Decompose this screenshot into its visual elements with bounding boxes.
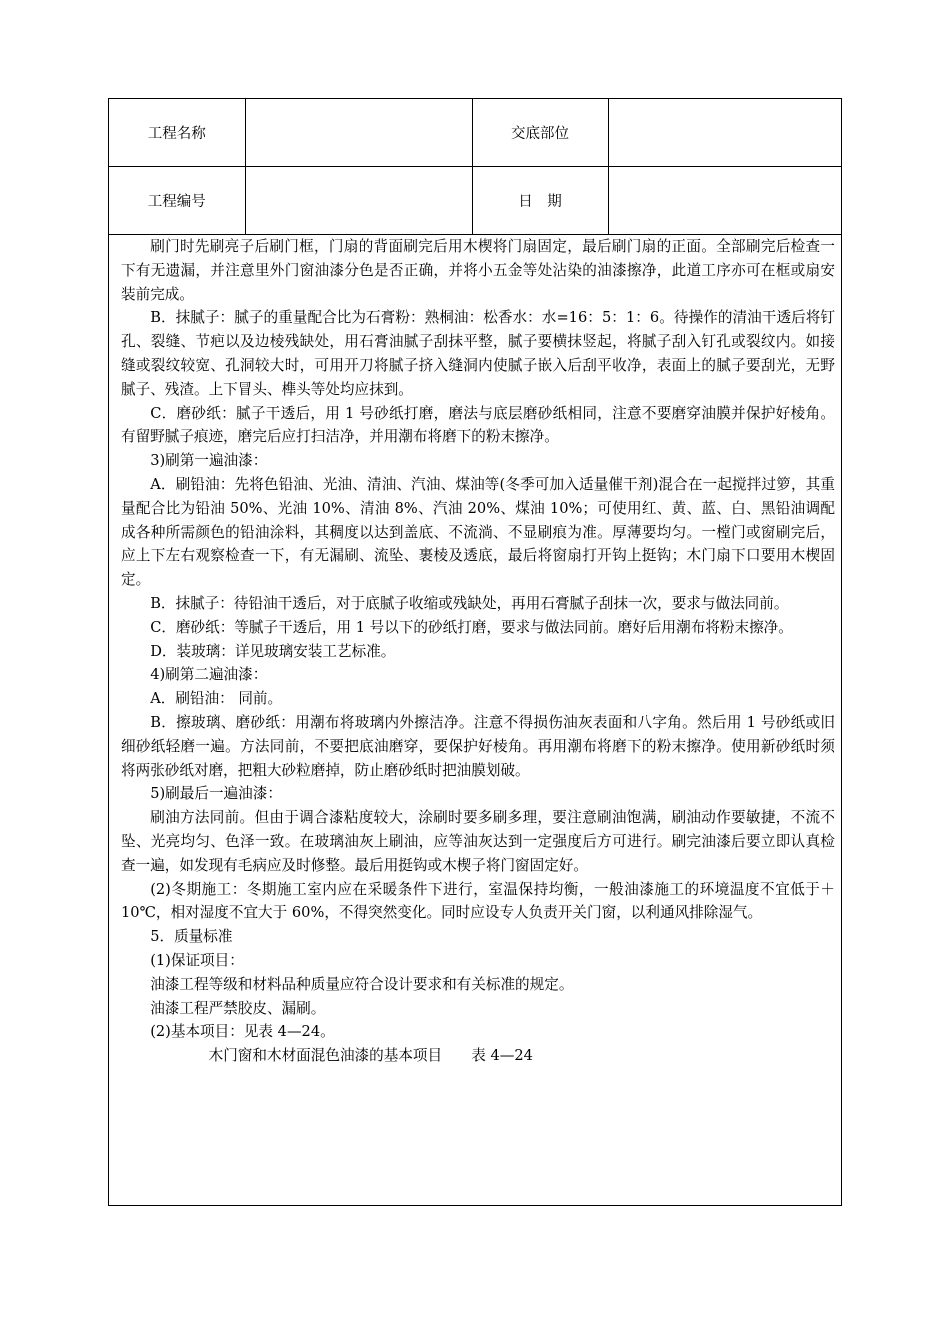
table-caption: 木门窗和木材面混色油漆的基本项目 表 4—24	[208, 1047, 533, 1065]
header-table	[109, 99, 841, 235]
paragraph: 油漆工程严禁胶皮、漏刷。	[150, 999, 326, 1017]
paragraph: (2)基本项目：见表 4—24。	[150, 1023, 335, 1041]
paragraph: (2)冬期施工：冬期施工室内应在采暖条件下进行，室温保持均衡，一般油漆施工的环境温度不宜低于＋10℃，相对湿度不宜大于 60%，不得突然变化。同时应设专人负责开关门窗，以利通风排除湿气。	[121, 880, 835, 922]
disclosure-part-value	[608, 99, 841, 167]
paragraph: B．擦玻璃、磨砂纸：用潮布将玻璃内外擦洁净。注意不得损伤油灰表面和八字角。然后用 1 号砂纸或旧细砂纸轻磨一遍。方法同前，不要把底油磨穿，要保护好棱角。再用潮布将磨下的粉末擦净。使用新砂纸时须将两张砂纸对磨，把粗大砂粒磨掉，防止磨砂纸时把油膜划破。	[121, 713, 835, 779]
paragraph: A．刷铅油： 同前。	[150, 690, 283, 708]
project-name-value	[245, 99, 472, 167]
project-no-value	[245, 167, 472, 235]
paragraph: B．抹腻子：腻子的重量配合比为石膏粉：熟桐油：松香水：水=16：5：1：6。待操作的清油干透后将钉孔、裂缝、节疤以及边棱残缺处，用石膏油腻子刮抹平整，腻子要横抹竖起，将腻子刮入钉孔或裂纹内。如接缝或裂纹较宽、孔洞较大时，可用开刀将腻子挤入缝洞内使腻子嵌入后刮平收净，表面上的腻子要刮光，无野腻子、残渣。上下冒头、榫头等处均应抹到。	[121, 309, 835, 398]
section-heading: 5)刷最后一遍油漆：	[150, 785, 282, 803]
project-no-label: 工程编号	[109, 167, 245, 235]
document-frame	[108, 98, 842, 1206]
date-value	[608, 167, 841, 235]
paragraph: D．装玻璃：详见玻璃安装工艺标准。	[150, 642, 396, 660]
paragraph: 刷油方法同前。但由于调合漆粘度较大，涂刷时要多刷多理，要注意刷油饱满，刷油动作要敏捷，不流不坠、光亮均匀、色泽一致。在玻璃油灰上刷油，应等油灰达到一定强度后方可进行。刷完油漆后要立即认真检查一遍，如发现有毛病应及时修整。最后用挺钩或木楔子将门窗固定好。	[121, 809, 835, 874]
paragraph: C．磨砂纸：等腻子干透后，用 1 号以下的砂纸打磨，要求与做法同前。磨好后用潮布将粉末擦净。	[150, 618, 793, 636]
paragraph: C．磨砂纸：腻子干透后，用 1 号砂纸打磨，磨法与底层磨砂纸相同，注意不要磨穿油膜并保护好棱角。有留野腻子痕迹，磨完后应打扫洁净，并用潮布将磨下的粉末擦净。	[121, 404, 835, 446]
paragraph: A．刷铅油：先将色铅油、光油、清油、汽油、煤油等(冬季可加入适量催干剂)混合在一起搅拌过箩，其重量配合比为铅油 50%、光油 10%、清油 8%、汽油 20%、煤油 10%；可使用红、黄、蓝、白、黑铅油调配成各种所需颜色的铅油涂料，其稠度以达到盖底、不流淌、不显刷痕为准。厚薄要均匀。一樘门或窗刷完后，应上下左右观察检查一下，有无漏刷、流坠、裹棱及透底，最后将窗扇打开钩上挺钩；木门扇下口要用木楔固定。	[121, 475, 835, 589]
paragraph: 刷门时先刷亮子后刷门框，门扇的背面刷完后用木楔将门扇固定，最后刷门扇的正面。全部刷完后检查一下有无遗漏，并注意里外门窗油漆分色是否正确，并将小五金等处沾染的油漆擦净，此道工序亦可在框或扇安装前完成。	[121, 238, 835, 303]
disclosure-part-label: 交底部位	[472, 99, 608, 167]
section-heading: (1)保证项目：	[150, 951, 244, 969]
section-heading: 4)刷第二遍油漆：	[150, 666, 268, 684]
body-text	[109, 235, 841, 1068]
date-label: 日 期	[472, 167, 608, 235]
paragraph: B．抹腻子：待铅油干透后，对于底腻子收缩或残缺处，再用石膏腻子刮抹一次，要求与做法同前。	[150, 594, 789, 612]
section-heading: 3)刷第一遍油漆：	[150, 452, 268, 470]
section-heading: 5．质量标准	[150, 928, 233, 946]
paragraph: 油漆工程等级和材料品种质量应符合设计要求和有关标准的规定。	[150, 975, 574, 993]
project-name-label: 工程名称	[109, 99, 245, 167]
